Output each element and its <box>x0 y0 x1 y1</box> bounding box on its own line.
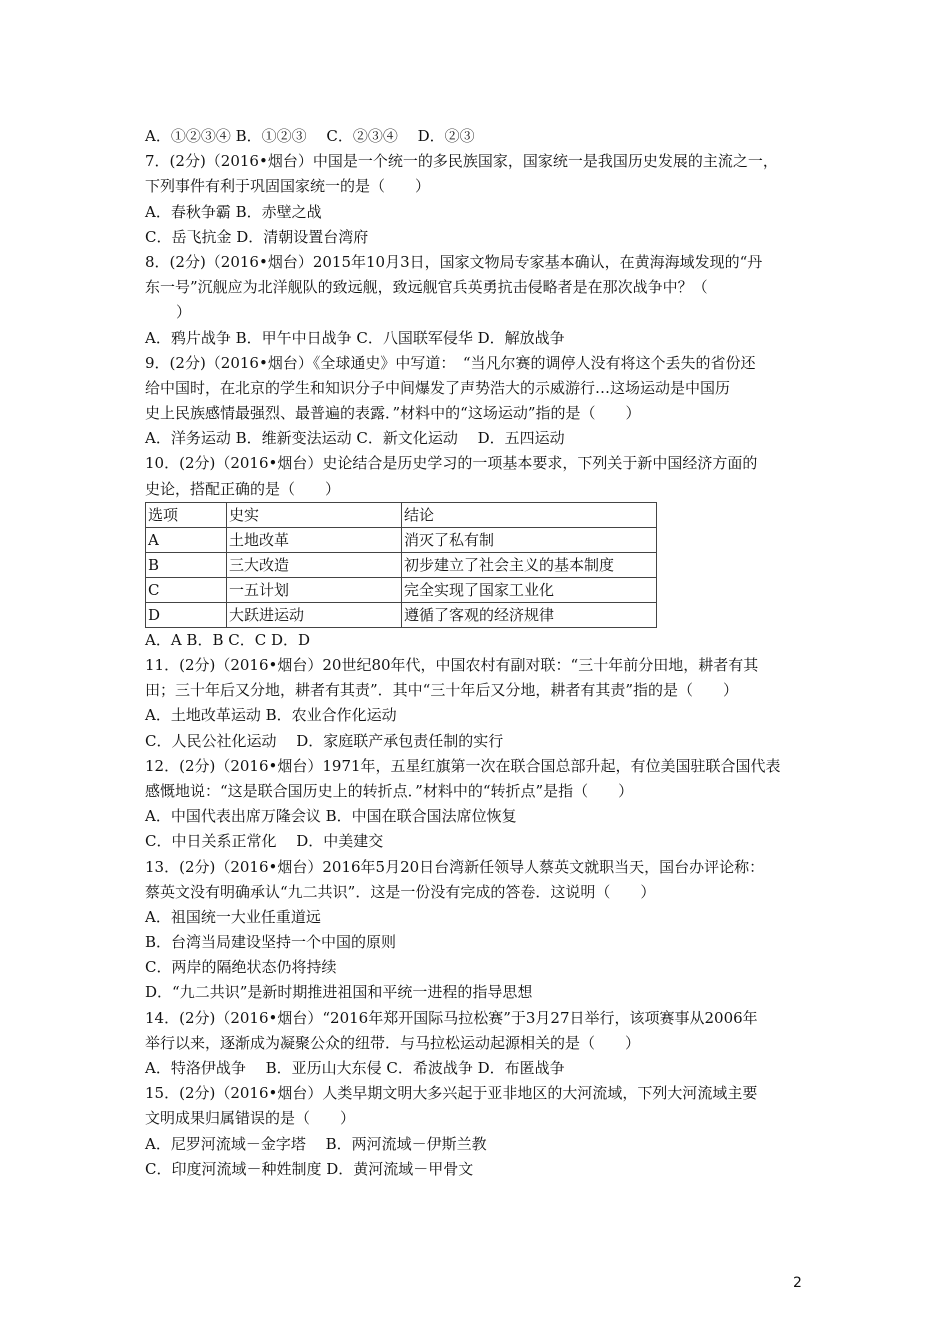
table-cell: 遵循了客观的经济规律 <box>402 602 657 627</box>
table-header-cell: 史实 <box>227 502 402 527</box>
q7-stem: 下列事件有利于巩固国家统一的是（ ） <box>145 177 431 196</box>
question-12 <box>145 754 815 855</box>
q13-options: A．祖国统一大业任重道远 <box>145 907 321 926</box>
q9-options: A．洋务运动 B．维新变法运动 C．新文化运动 D．五四运动 <box>145 429 565 448</box>
table-row <box>146 527 657 552</box>
q12-stem: 12．(2分)（2016•烟台）1971年，五星红旗第一次在联合国总部升起，有位美国驻联合国代表 <box>145 756 781 775</box>
q6-options: A．①②③④ B．①②③ C．②③④ D．②③ <box>145 127 475 145</box>
table-cell: 大跃进运动 <box>227 602 402 627</box>
q15-stem: 文明成果归属错误的是（ ） <box>145 1109 356 1128</box>
table-cell: 初步建立了社会主义的基本制度 <box>402 552 657 577</box>
question-11 <box>145 653 815 754</box>
q11-stem: 田；三十年后又分地，耕者有其责”．其中“三十年后又分地，耕者有其责”指的是（ ） <box>145 681 739 700</box>
table-cell: B <box>146 552 227 577</box>
table-cell: C <box>146 577 227 602</box>
table-cell: 土地改革 <box>227 527 402 552</box>
q11-stem: 11．(2分)（2016•烟台）20世纪80年代，中国农村有副对联：“三十年前分田地，耕者有其 <box>145 656 759 674</box>
table-cell: 完全实现了国家工业化 <box>402 577 657 602</box>
q15-stem: 15．(2分)（2016•烟台）人类早期文明大多兴起于亚非地区的大河流域，下列大河流域主要 <box>145 1084 758 1103</box>
question-9 <box>145 351 815 452</box>
question-10 <box>145 451 815 653</box>
question-13 <box>145 855 815 1006</box>
q14-stem: 14．(2分)（2016•烟台）“2016年郑开国际马拉松赛”于3月27日举行，该项赛事从2006年 <box>145 1008 758 1027</box>
q7-options: C．岳飞抗金 D．清朝设置台湾府 <box>145 227 369 246</box>
q14-options: A．特洛伊战争 B．亚历山大东侵 C．希波战争 D．布匿战争 <box>145 1059 565 1077</box>
page-number: 2 <box>793 1275 802 1291</box>
q13-options: D．“九二共识”是新时期推进祖国和平统一进程的指导思想 <box>145 983 533 1002</box>
table-cell: 一五计划 <box>227 577 402 602</box>
question-14 <box>145 1006 815 1082</box>
q12-stem: 感慨地说：“这是联合国历史上的转折点．”材料中的“转折点”是指（ ） <box>145 781 634 800</box>
table-cell: D <box>146 602 227 627</box>
table-cell: 三大改造 <box>227 552 402 577</box>
table-header-cell: 结论 <box>402 502 657 527</box>
question-8 <box>145 250 815 351</box>
table-row <box>146 577 657 602</box>
document-body <box>145 124 815 1182</box>
q9-stem: 史上民族感情最强烈、最普遍的表露．”材料中的“这场运动”指的是（ ） <box>145 404 641 423</box>
table-header-row <box>146 502 657 527</box>
q14-stem: 举行以来，逐渐成为凝聚公众的纽带．与马拉松运动起源相关的是（ ） <box>145 1033 641 1052</box>
q7-options: A．春秋争霸 B．赤壁之战 <box>145 202 322 221</box>
q13-options: C．两岸的隔绝状态仍将持续 <box>145 958 337 977</box>
q8-options: A．鸦片战争 B．甲午中日战争 C．八国联军侵华 D．解放战争 <box>145 328 565 347</box>
q10-stem: 史论，搭配正确的是（ ） <box>145 479 341 498</box>
q15-options: C．印度河流域－种姓制度 D．黄河流域－甲骨文 <box>145 1159 474 1178</box>
q10-table <box>145 502 657 628</box>
q13-stem: 蔡英文没有明确承认“九二共识”．这是一份没有完成的答卷．这说明（ ） <box>145 882 656 901</box>
table-header-cell: 选项 <box>146 502 227 527</box>
q9-stem: 给中国时，在北京的学生和知识分子中间爆发了声势浩大的示威游行…这场运动是中国历 <box>145 378 731 397</box>
table-cell: A <box>146 527 227 552</box>
question-15 <box>145 1081 815 1182</box>
q8-stem: 东一号”沉舰应为北洋舰队的致远舰，致远舰官兵英勇抗击侵略者是在那次战争中？（ <box>145 278 708 297</box>
q10-stem: 10．(2分)（2016•烟台）史论结合是历史学习的一项基本要求，下列关于新中国经济方面的 <box>145 454 758 473</box>
q13-options: B．台湾当局建设坚持一个中国的原则 <box>145 933 397 952</box>
q9-stem: 9．(2分)（2016•烟台）《全球通史》中写道： “当凡尔赛的调停人没有将这个丢失的省份还 <box>145 353 756 372</box>
q7-stem: 7．(2分)（2016•烟台）中国是一个统一的多民族国家，国家统一是我国历史发展的主流之一， <box>145 152 778 171</box>
q13-stem: 13．(2分)（2016•烟台）2016年5月20日台湾新任领导人蔡英文就职当天，国台办评论称： <box>145 857 765 876</box>
q8-stem: ） <box>161 303 192 322</box>
q8-stem: 8．(2分)（2016•烟台）2015年10月3日，国家文物局专家基本确认，在黄海海域发现的“丹 <box>145 252 763 271</box>
q12-options: C．中日关系正常化 D．中美建交 <box>145 832 384 851</box>
q10-options: A．A B．B C．C D．D <box>145 630 311 649</box>
q15-options: A．尼罗河流域－金字塔 B．两河流域－伊斯兰教 <box>145 1134 487 1153</box>
q11-options: C．人民公社化运动 D．家庭联产承包责任制的实行 <box>145 731 504 750</box>
table-row <box>146 552 657 577</box>
table-row <box>146 602 657 627</box>
question-7 <box>145 149 815 250</box>
table-cell: 消灭了私有制 <box>402 527 657 552</box>
q12-options: A．中国代表出席万隆会议 B．中国在联合国法席位恢复 <box>145 807 517 826</box>
q11-options: A．土地改革运动 B．农业合作化运动 <box>145 706 397 725</box>
